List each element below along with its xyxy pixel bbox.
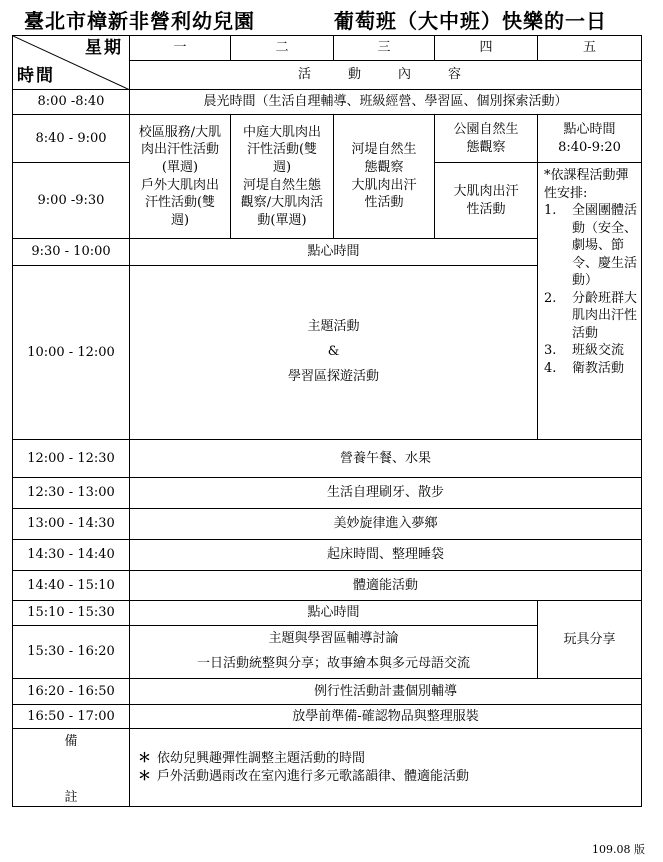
page-title [12, 3, 652, 33]
time-1650: 16:50 - 17:00 [13, 705, 130, 729]
row-remarks [13, 729, 642, 807]
time-0900: 9:00 -9:30 [13, 163, 130, 239]
time-1300: 13:00 - 14:30 [13, 509, 130, 540]
time-1510: 15:10 - 15:30 [13, 601, 130, 626]
row-0800 [13, 90, 642, 115]
content-1440: 體適能活動 [130, 571, 642, 601]
time-1620: 16:20 - 16:50 [13, 679, 130, 705]
day-wed: 三 [334, 36, 435, 61]
content-0800: 晨光時間（生活自理輔導、班級經營、學習區、個別探索活動） [130, 90, 642, 115]
content-1230: 生活自理刷牙、散步 [130, 478, 642, 509]
list-item: ＊ 戶外活動遇雨改在室內進行多元歌謠韻律、體適能活動 [138, 768, 470, 784]
time-0930: 9:30 - 10:00 [13, 239, 130, 266]
time-1530: 15:30 - 16:20 [13, 626, 130, 679]
time-0840: 8:40 - 9:00 [13, 115, 130, 163]
header-row-days [13, 36, 642, 61]
list-item: 2. 分齡班群大肌肉出汗性活動 [544, 290, 638, 341]
list-item: 4. 衛教活動 [544, 361, 625, 377]
time-1430: 14:30 - 14:40 [13, 540, 130, 571]
content-1300: 美妙旋律進入夢鄉 [130, 509, 642, 540]
row-1300 [13, 509, 642, 540]
remarks-label: 備 註 [13, 729, 130, 807]
fri-toy-sharing: 玩具分享 [538, 601, 642, 679]
day-tue: 二 [231, 36, 334, 61]
schedule-table [12, 35, 642, 807]
content-1200: 營養午餐、水果 [130, 440, 642, 478]
content-0930: 點心時間 [130, 239, 538, 266]
list-item: ＊ 依幼兒興趣彈性調整主題活動的時間 [138, 751, 366, 766]
school-name: 臺北市樟新非營利幼兒園 [24, 9, 255, 33]
list-item: 1. 全園團體活動（安全、劇場、節令、慶生活動） [544, 203, 638, 289]
time-label: 時間 [17, 66, 55, 87]
row-1230 [13, 478, 642, 509]
content-1000: 主題活動 & 學習區探遊活動 [130, 266, 538, 440]
time-1230: 12:30 - 13:00 [13, 478, 130, 509]
activity-header: 活 動 內 容 [130, 61, 642, 90]
row-1650 [13, 705, 642, 729]
mon-morning: 校區服務/大肌 肉出汗性活動 (單週) 戶外大肌肉出 汗性活動(雙 週) [130, 115, 231, 239]
fri-note-intro: *依課程活動彈性安排: [544, 168, 629, 201]
row-1430 [13, 540, 642, 571]
remarks-content [130, 729, 642, 807]
thu-morning-bottom: 大肌肉出汗 性活動 [435, 163, 538, 239]
content-1620: 例行性活動計畫個別輔導 [130, 679, 642, 705]
time-1000: 10:00 - 12:00 [13, 266, 130, 440]
content-1650: 放學前準備-確認物品與整理服裝 [130, 705, 642, 729]
content-1510: 點心時間 [130, 601, 538, 626]
time-0800: 8:00 -8:40 [13, 90, 130, 115]
corner-cell [13, 36, 130, 90]
list-item: 3. 班級交流 [544, 343, 625, 359]
row-1200 [13, 440, 642, 478]
version-label: 109.08 版 [592, 843, 645, 856]
day-mon: 一 [130, 36, 231, 61]
row-1510 [13, 601, 642, 626]
fri-flexible-notes [538, 163, 642, 440]
class-name: 葡萄班（大中班）快樂的一日 [334, 9, 607, 33]
tue-morning: 中庭大肌肉出 汗性活動(雙 週) 河堤自然生態 觀察/大肌肉活 動(單週) [231, 115, 334, 239]
content-1530: 主題與學習區輔導討論 一日活動統整與分享；故事繪本與多元母語交流 [130, 626, 538, 679]
time-1440: 14:40 - 15:10 [13, 571, 130, 601]
row-1620 [13, 679, 642, 705]
day-fri: 五 [538, 36, 642, 61]
row-1440 [13, 571, 642, 601]
day-thu: 四 [435, 36, 538, 61]
fri-snack: 點心時間 8:40-9:20 [538, 115, 642, 163]
week-label: 星期 [85, 38, 123, 58]
content-1430: 起床時間、整理睡袋 [130, 540, 642, 571]
wed-morning: 河堤自然生 態觀察 大肌肉出汗 性活動 [334, 115, 435, 239]
thu-morning-top: 公園自然生 態觀察 [435, 115, 538, 163]
time-1200: 12:00 - 12:30 [13, 440, 130, 478]
row-0840 [13, 115, 642, 163]
